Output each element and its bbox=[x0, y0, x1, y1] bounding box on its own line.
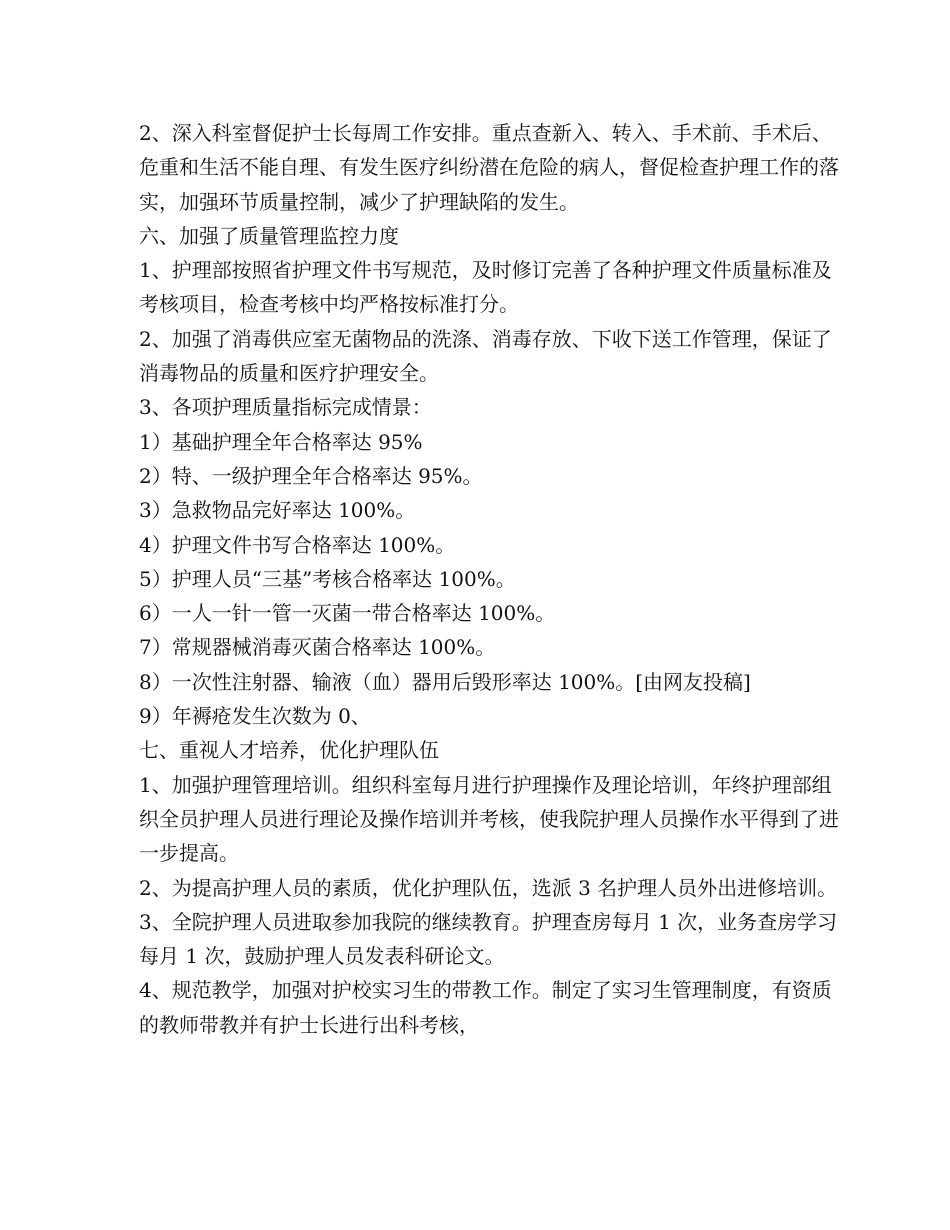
list-item-indicator-5: 5）护理人员“三基”考核合格率达 100%。 bbox=[139, 566, 516, 591]
section-heading-7-talent-training: 七、重视人才培养，优化护理队伍 bbox=[139, 738, 439, 763]
list-item-indicator-9: 9）年褥疮发生次数为 0、 bbox=[139, 704, 371, 729]
paragraph-item-3-continuing-education: 3、全院护理人员进取参加我院的继续教育。护理查房每月 1 次，业务查房学习每月 1 次，鼓励护理人员发表科研论文。 bbox=[139, 909, 838, 969]
document-body bbox=[139, 116, 839, 1042]
paragraph-item-3-quality-indicators: 3、各项护理质量指标完成情景： bbox=[139, 395, 432, 420]
list-item-indicator-7: 7）常规器械消毒灭菌合格率达 100%。 bbox=[139, 635, 496, 660]
paragraph-item-2-sterile-supply: 2、加强了消毒供应室无菌物品的洗涤、消毒存放、下收下送工作管理，保证了消毒物品的质量和医疗护理安全。 bbox=[139, 326, 832, 386]
paragraph-item-1-management-training: 1、加强护理管理培训。组织科室每月进行护理操作及理论培训，年终护理部组织全员护理人员进行理论及操作培训并考核，使我院护理人员操作水平得到了进一步提高。 bbox=[139, 772, 839, 866]
list-item-indicator-4: 4）护理文件书写合格率达 100%。 bbox=[139, 532, 456, 557]
section-heading-6-quality-monitoring: 六、加强了质量管理监控力度 bbox=[139, 223, 399, 248]
list-item-indicator-1: 1）基础护理全年合格率达 95% bbox=[139, 429, 423, 454]
paragraph-item-4-intern-teaching: 4、规范教学，加强对护校实习生的带教工作。制定了实习生管理制度，有资质的教师带教并有护士长进行出科考核， bbox=[139, 978, 832, 1037]
list-item-indicator-6: 6）一人一针一管一灭菌一带合格率达 100%。 bbox=[139, 601, 556, 626]
list-item-indicator-3: 3）急救物品完好率达 100%。 bbox=[139, 498, 416, 523]
list-item-indicator-8: 8）一次性注射器、输液（血）器用后毁形率达 100%。[由网友投稿] bbox=[139, 669, 751, 694]
paragraph-item-2-external-training: 2、为提高护理人员的素质，优化护理队伍，选派 3 名护理人员外出进修培训。 bbox=[139, 875, 838, 900]
paragraph-item-1-nursing-documents: 1、护理部按照省护理文件书写规范，及时修订完善了各种护理文件质量标准及考核项目，检查考核中均严格按标准打分。 bbox=[139, 258, 832, 317]
list-item-indicator-2: 2）特、一级护理全年合格率达 95%。 bbox=[139, 463, 483, 488]
paragraph-item-2-ward-supervision: 2、深入科室督促护士长每周工作安排。重点查新入、转入、手术前、手术后、危重和生活不能自理、有发生医疗纠纷潜在危险的病人，督促检查护理工作的落实，加强环节质量控制，减少了护理缺陷的发生。 bbox=[139, 121, 839, 214]
